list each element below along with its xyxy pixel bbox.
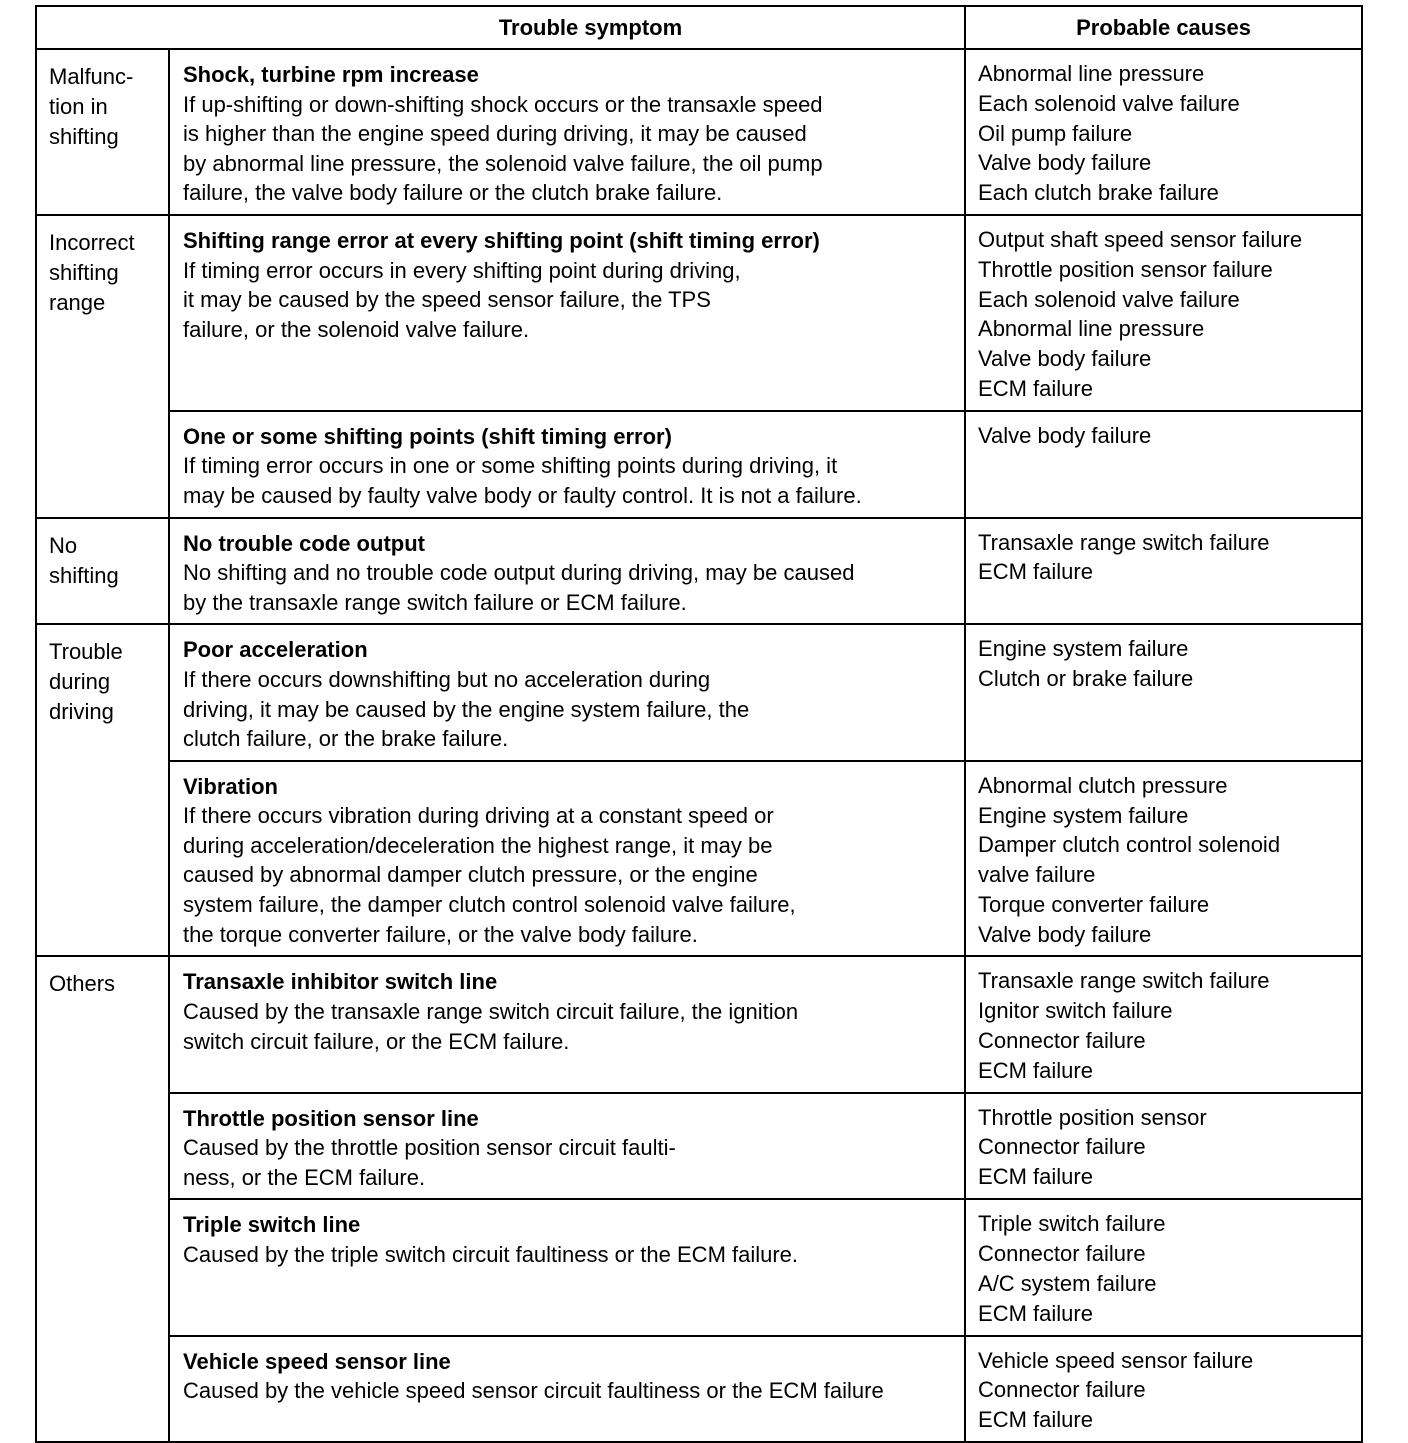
causes-cell [965, 1199, 1362, 1335]
cause-item: Connector failure [978, 1134, 1146, 1160]
cause-item: Clutch or brake failure [978, 666, 1194, 692]
cause-item: Abnormal clutch pressure [978, 772, 1228, 798]
cause-item: ECM failure [978, 1057, 1093, 1083]
category-label: Malfunc- tion in shifting [49, 64, 134, 149]
cause-item: ECM failure [978, 1300, 1093, 1326]
cause-item: Each clutch brake failure [978, 180, 1219, 206]
causes-cell [965, 215, 1362, 411]
table-row [36, 1199, 1362, 1335]
cause-item: Connector failure [978, 1377, 1146, 1403]
symptom-cell [169, 1093, 965, 1200]
table-header-row [36, 6, 1362, 49]
cause-item: Engine system failure [978, 636, 1189, 662]
table-row [36, 1336, 1362, 1442]
symptom-description: Caused by the transaxle range switch circuit failure, the ignition switch circuit failure, or the ECM failure. [183, 999, 799, 1054]
cause-item: ECM failure [978, 375, 1093, 401]
symptom-title: Transaxle inhibitor switch line [183, 969, 498, 995]
cause-item: Valve body failure [978, 422, 1152, 448]
symptom-title: Throttle position sensor line [183, 1105, 479, 1131]
cause-item: Throttle position sensor failure [978, 256, 1273, 282]
symptom-title: Poor acceleration [183, 637, 368, 663]
symptom-cell [169, 761, 965, 957]
cause-item: Output shaft speed sensor failure [978, 226, 1303, 252]
symptom-title: Shock, turbine rpm increase [183, 62, 479, 87]
category-label: No shifting [49, 532, 119, 588]
header-trouble-symptom: Trouble symptom [36, 6, 965, 49]
cause-item: Engine system failure [978, 802, 1189, 828]
table-row [36, 49, 1362, 215]
table-row [36, 624, 1362, 760]
causes-cell [965, 624, 1362, 760]
symptom-description: If timing error occurs in every shifting point during driving, it may be caused by the speed sensor failure, the TPS failure, or the solenoid valve failure. [183, 257, 741, 342]
category-cell [36, 956, 169, 1442]
symptom-title: Vehicle speed sensor line [183, 1348, 451, 1374]
symptom-description: Caused by the vehicle speed sensor circuit faultiness or the ECM failure [183, 1378, 884, 1404]
symptom-description: Caused by the triple switch circuit faultiness or the ECM failure. [183, 1242, 799, 1268]
cause-item: Oil pump failure [978, 120, 1133, 146]
cause-item: ECM failure [978, 1164, 1093, 1190]
symptom-title: One or some shifting points (shift timing error) [183, 423, 672, 449]
cause-item: Damper clutch control solenoid valve failure [978, 832, 1281, 888]
troubleshooting-table [35, 5, 1363, 1443]
symptom-description: If timing error occurs in one or some shifting points during driving, it may be caused by faulty valve body or faulty control. It is not a failure. [183, 453, 862, 508]
category-cell [36, 215, 169, 518]
causes-cell [965, 49, 1362, 215]
table-row [36, 1093, 1362, 1200]
category-cell [36, 518, 169, 625]
symptom-cell [169, 956, 965, 1092]
symptom-description: Caused by the throttle position sensor circuit faulti- ness, or the ECM failure. [183, 1135, 676, 1190]
cause-item: Connector failure [978, 1241, 1146, 1267]
symptom-description: If there occurs downshifting but no acceleration during driving, it may be caused by the engine system failure, the clutch failure, or the brake failure. [183, 666, 750, 752]
symptom-cell [169, 411, 965, 518]
cause-item: Triple switch failure [978, 1211, 1166, 1237]
symptom-description: No shifting and no trouble code output during driving, may be caused by the transaxle range switch failure or ECM failure. [183, 560, 855, 615]
category-cell [36, 49, 169, 215]
symptom-title: No trouble code output [183, 530, 425, 556]
causes-cell [965, 956, 1362, 1092]
cause-item: Abnormal line pressure [978, 61, 1205, 86]
table-row [36, 518, 1362, 625]
cause-item: Valve body failure [978, 346, 1152, 372]
category-label: Trouble during driving [49, 639, 123, 725]
causes-cell [965, 1336, 1362, 1442]
cause-item: Valve body failure [978, 921, 1152, 947]
cause-item: Transaxle range switch failure [978, 529, 1270, 555]
troubleshooting-table-container [35, 5, 1361, 1443]
cause-item: Torque converter failure [978, 891, 1210, 917]
causes-cell [965, 1093, 1362, 1200]
category-label: Incorrect shifting range [49, 229, 135, 315]
cause-item: Valve body failure [978, 150, 1152, 176]
symptom-title: Shifting range error at every shifting point (shift timing error) [183, 227, 820, 253]
cause-item: Ignitor switch failure [978, 998, 1173, 1024]
symptom-cell [169, 624, 965, 760]
symptom-title: Triple switch line [183, 1212, 361, 1238]
table-row [36, 956, 1362, 1092]
symptom-description: If there occurs vibration during driving at a constant speed or during acceleration/deceleration the highest range, it may be caused by abnormal damper clutch pressure, or the engine system failure, the damper clutch control solenoid valve failure, the torque converter failure, or the valve body failure. [183, 803, 796, 947]
category-cell [36, 624, 169, 956]
table-body [36, 49, 1362, 1442]
cause-item: ECM failure [978, 559, 1093, 585]
symptom-cell [169, 518, 965, 625]
symptom-cell [169, 1336, 965, 1442]
cause-item: Connector failure [978, 1028, 1146, 1054]
causes-cell [965, 411, 1362, 518]
symptom-cell [169, 49, 965, 215]
cause-item: ECM failure [978, 1407, 1093, 1433]
category-label: Others [49, 971, 116, 997]
cause-item: Throttle position sensor [978, 1104, 1207, 1130]
symptom-cell [169, 1199, 965, 1335]
table-row [36, 411, 1362, 518]
cause-item: Each solenoid valve failure [978, 90, 1240, 116]
table-row [36, 215, 1362, 411]
table-row [36, 761, 1362, 957]
symptom-title: Vibration [183, 773, 278, 799]
symptom-description: If up-shifting or down-shifting shock occurs or the transaxle speed is higher than the engine speed during driving, it may be caused by abnormal line pressure, the solenoid valve failure, the oil pump failure, the valve body failure or the clutch brake failure. [183, 91, 823, 206]
cause-item: Abnormal line pressure [978, 316, 1205, 342]
causes-cell [965, 761, 1362, 957]
cause-item: Vehicle speed sensor failure [978, 1347, 1254, 1373]
symptom-cell [169, 215, 965, 411]
cause-item: Each solenoid valve failure [978, 286, 1240, 312]
causes-cell [965, 518, 1362, 625]
cause-item: Transaxle range switch failure [978, 968, 1270, 994]
header-probable-causes: Probable causes [965, 6, 1362, 49]
cause-item: A/C system failure [978, 1271, 1157, 1297]
